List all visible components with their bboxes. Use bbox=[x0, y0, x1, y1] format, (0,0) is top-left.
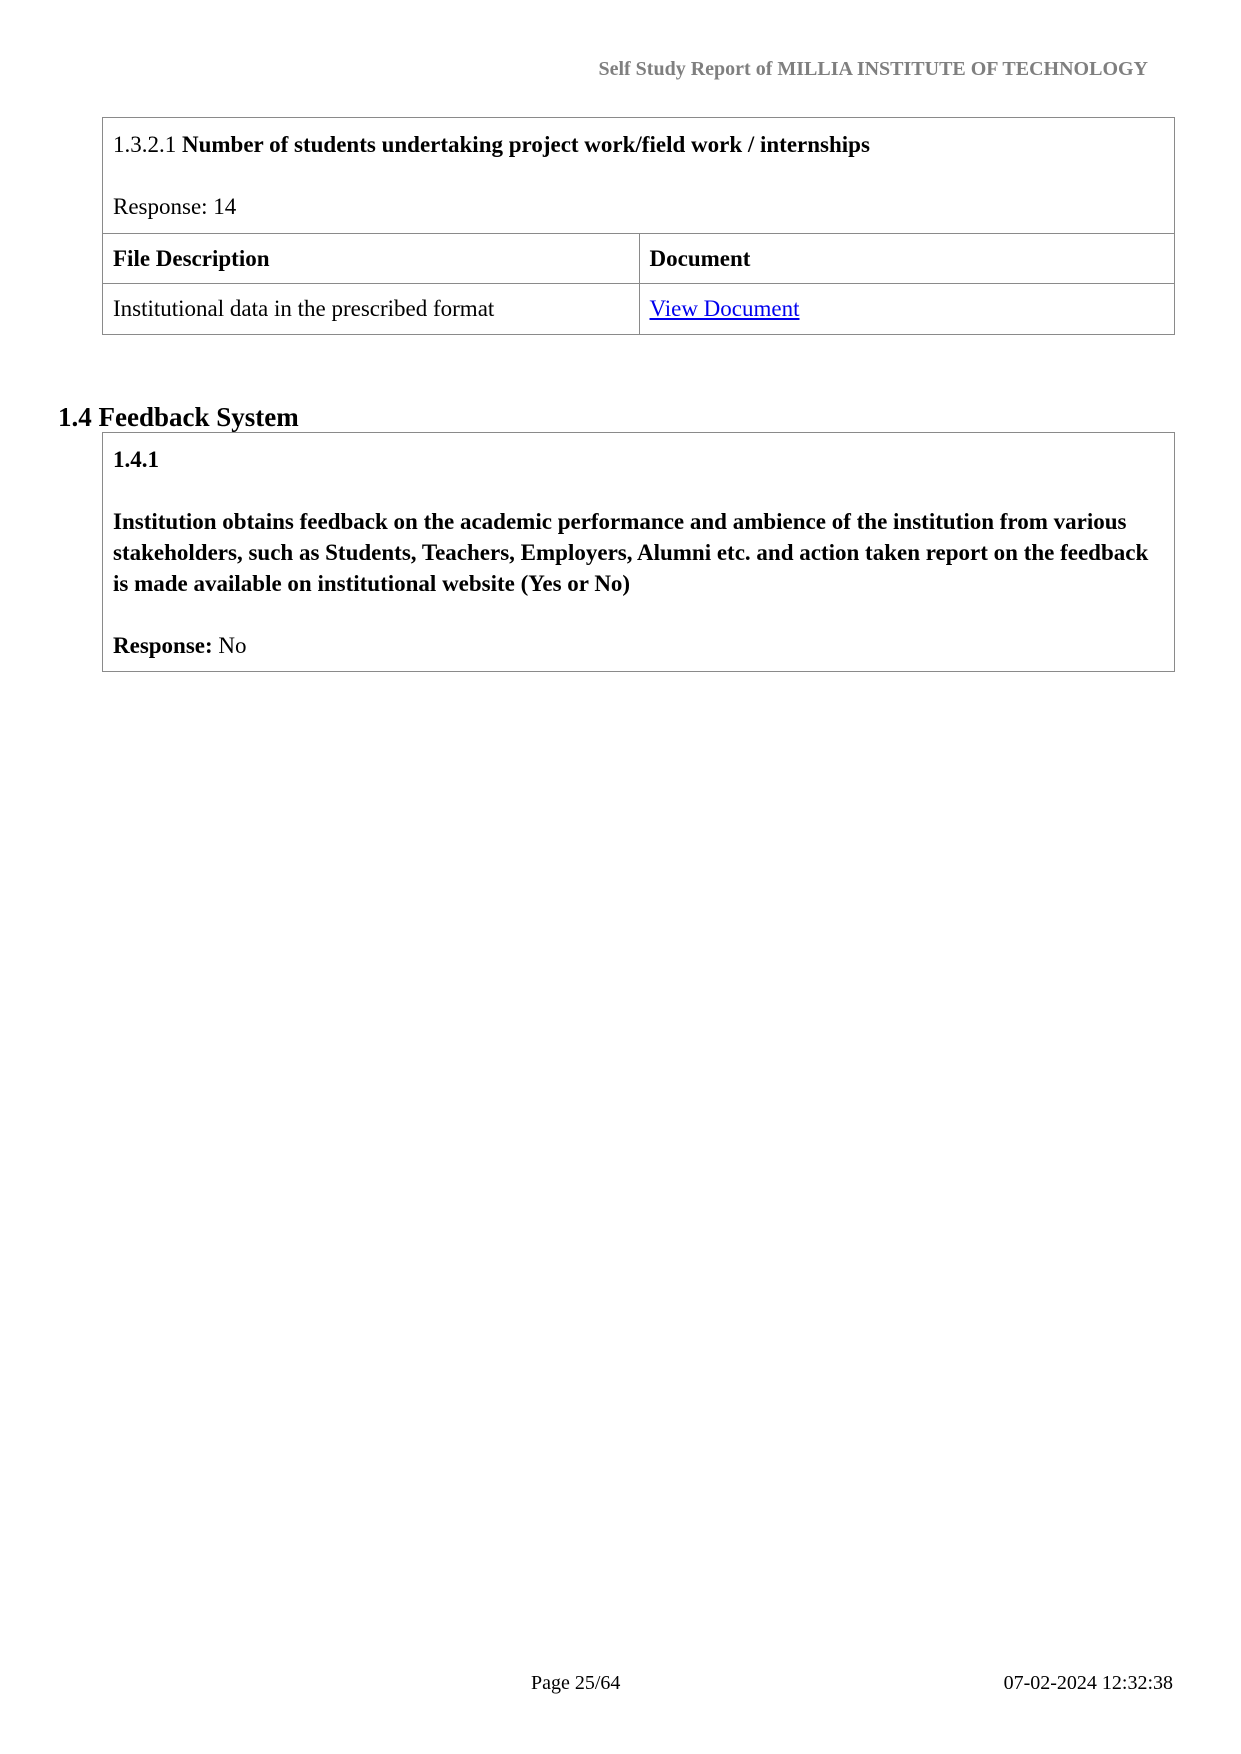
page-number: Page 25/64 bbox=[531, 1672, 621, 1694]
metric-1321-title: Number of students undertaking project work/field work / internships bbox=[182, 132, 870, 157]
metric-141-question: Institution obtains feedback on the academic performance and ambience of the institution from various stakeholders, such as Students, Teachers, Employers, Alumni etc. and action taken report on the feedback is made available on institutional website (Yes or No) bbox=[113, 509, 1149, 596]
report-header: Self Study Report of MILLIA INSTITUTE OF TECHNOLOGY bbox=[598, 58, 1148, 80]
metric-141-box bbox=[102, 432, 1175, 672]
response-value: No bbox=[218, 633, 247, 658]
table-row bbox=[103, 284, 1174, 334]
footer-datetime: 07-02-2024 12:32:38 bbox=[1003, 1672, 1173, 1694]
response-label: Response: bbox=[113, 633, 213, 658]
file-description-cell: Institutional data in the prescribed format bbox=[103, 284, 639, 334]
metric-1321-number: 1.3.2.1 bbox=[113, 132, 177, 157]
metric-1321-box bbox=[102, 117, 1175, 335]
metric-141-response bbox=[113, 630, 1164, 661]
document-header: Document bbox=[639, 234, 1174, 284]
view-document-link[interactable]: View Document bbox=[649, 295, 800, 321]
section-title: 1.4 Feedback System bbox=[58, 402, 299, 432]
metric-1321-heading bbox=[103, 118, 1174, 160]
metric-141-number: 1.4.1 bbox=[113, 447, 159, 472]
document-table bbox=[103, 233, 1174, 334]
metric-1321-response: Response: 14 bbox=[113, 194, 237, 219]
document-table-header-row bbox=[103, 234, 1174, 284]
file-description-header: File Description bbox=[103, 234, 639, 284]
document-cell bbox=[639, 284, 1174, 334]
